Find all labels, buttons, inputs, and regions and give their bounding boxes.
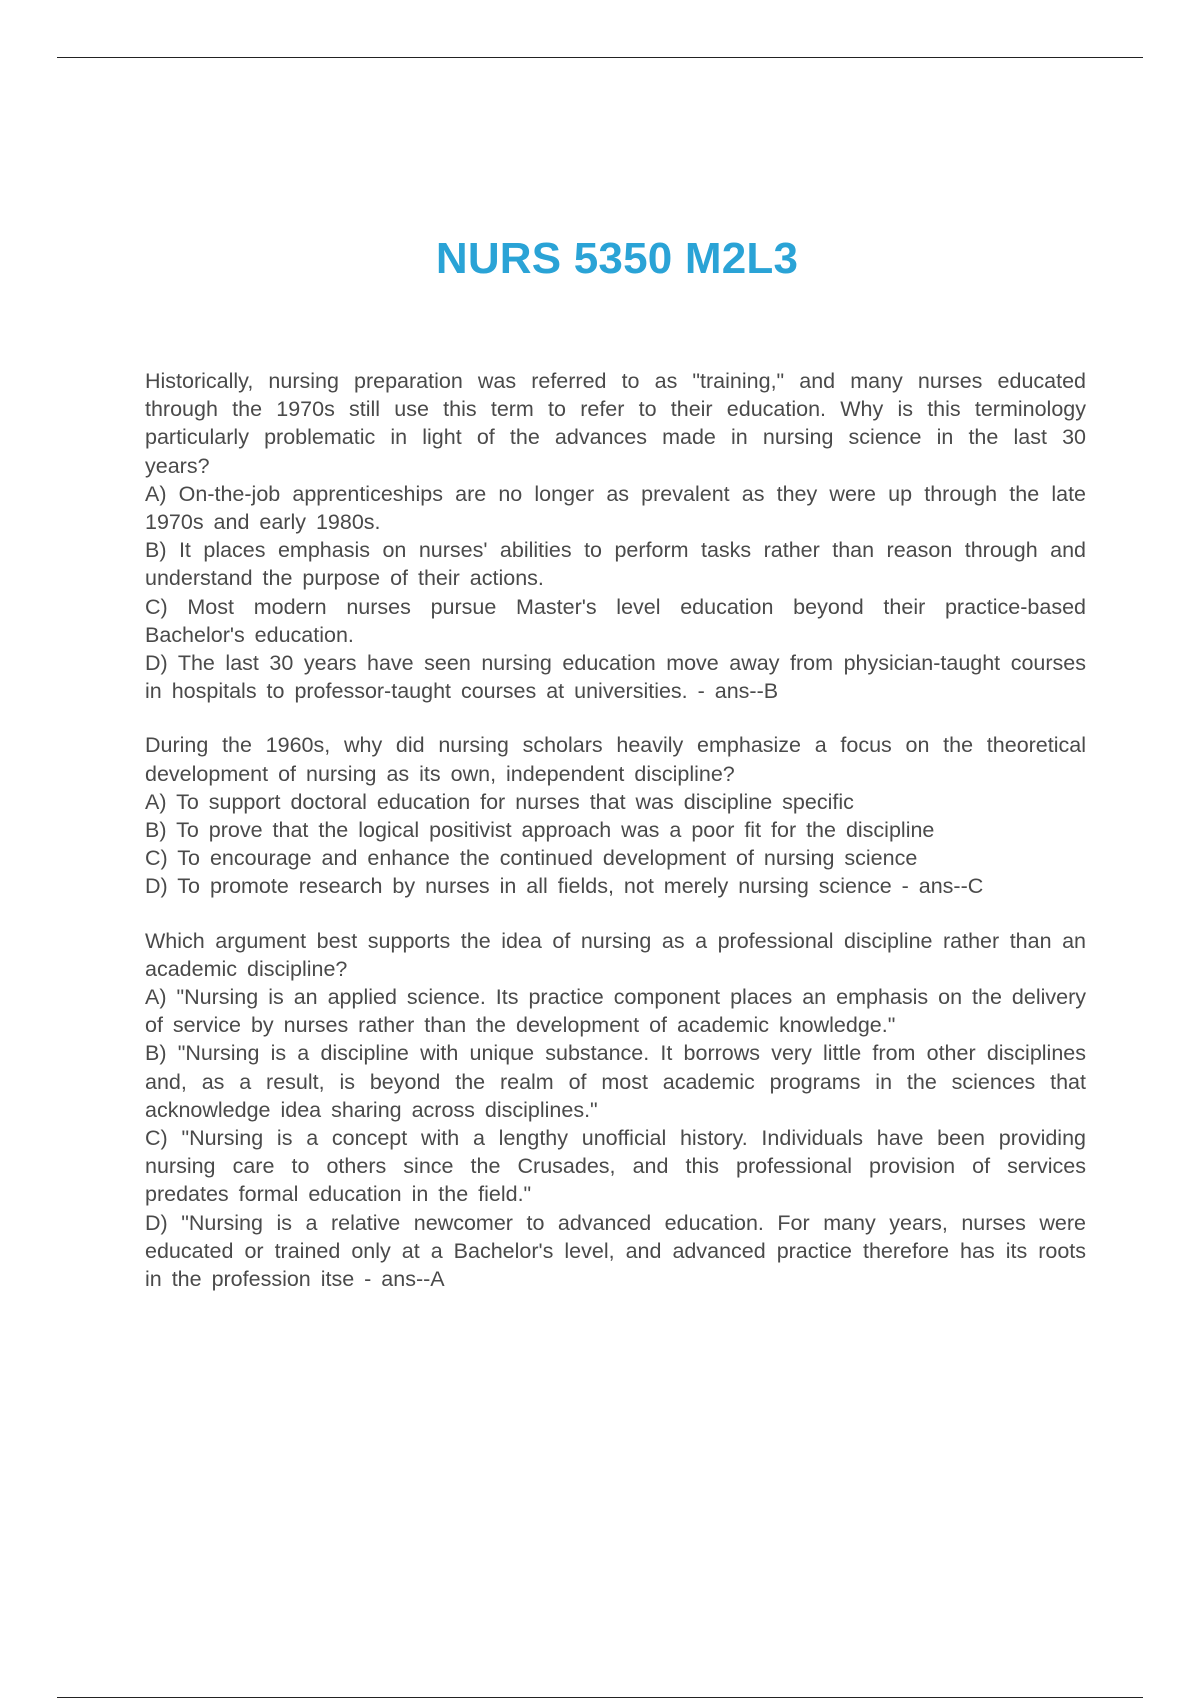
option-b: B) "Nursing is a discipline with unique substance. It borrows very little from other disciplines and, as a result, is beyond the realm of most academic programs in the sciences that acknowledge idea sharing across disciplines.": [145, 1041, 1086, 1122]
top-rule: [57, 57, 1143, 58]
option-d-with-answer: D) The last 30 years have seen nursing education move away from physician-taught courses in hospitals to professor-taught courses at universities. - ans--B: [145, 651, 1086, 704]
option-b: B) It places emphasis on nurses' abilities to perform tasks rather than reason through and understand the purpose of their actions.: [145, 538, 1086, 591]
option-c: C) "Nursing is a concept with a lengthy unofficial history. Individuals have been providing nursing care to others since the Crusades, and this professional provision of services predates formal education in the field.": [145, 1126, 1086, 1207]
question-block-3: [145, 927, 1086, 1294]
option-a: A) "Nursing is an applied science. Its practice component places an emphasis on the delivery of service by nurses rather than the development of academic knowledge.": [145, 985, 1086, 1038]
option-c: C) To encourage and enhance the continued development of nursing science: [145, 846, 918, 871]
bottom-rule: [57, 1697, 1143, 1698]
document-title: NURS 5350 M2L3: [435, 234, 799, 284]
option-d-with-answer: D) "Nursing is a relative newcomer to advanced education. For many years, nurses were educated or trained only at a Bachelor's level, and advanced practice therefore has its roots in the profession itse - ans--A: [145, 1210, 1086, 1292]
document-body: [145, 367, 1086, 1319]
question-text: During the 1960s, why did nursing scholars heavily emphasize a focus on the theoretical development of nursing as its own, independent discipline?: [145, 733, 1086, 786]
option-a: A) On-the-job apprenticeships are no longer as prevalent as they were up through the late 1970s and early 1980s.: [145, 481, 1086, 535]
question-text: Which argument best supports the idea of nursing as a professional discipline rather than an academic discipline?: [145, 928, 1086, 981]
option-c: C) Most modern nurses pursue Master's level education beyond their practice-based Bachelor's education.: [145, 594, 1086, 647]
question-text: Historically, nursing preparation was referred to as "training," and many nurses educated through the 1970s still use this term to refer to their education. Why is this terminology particularly problematic in light of the advances made in nursing science in the last 30 years?: [145, 369, 1086, 478]
option-a: A) To support doctoral education for nurses that was discipline specific: [145, 789, 854, 814]
question-block-1: [145, 367, 1086, 705]
option-d-with-answer: D) To promote research by nurses in all fields, not merely nursing science - ans--C: [145, 874, 984, 899]
question-block-2: [145, 731, 1086, 900]
option-b: B) To prove that the logical positivist approach was a poor fit for the discipline: [145, 818, 935, 843]
